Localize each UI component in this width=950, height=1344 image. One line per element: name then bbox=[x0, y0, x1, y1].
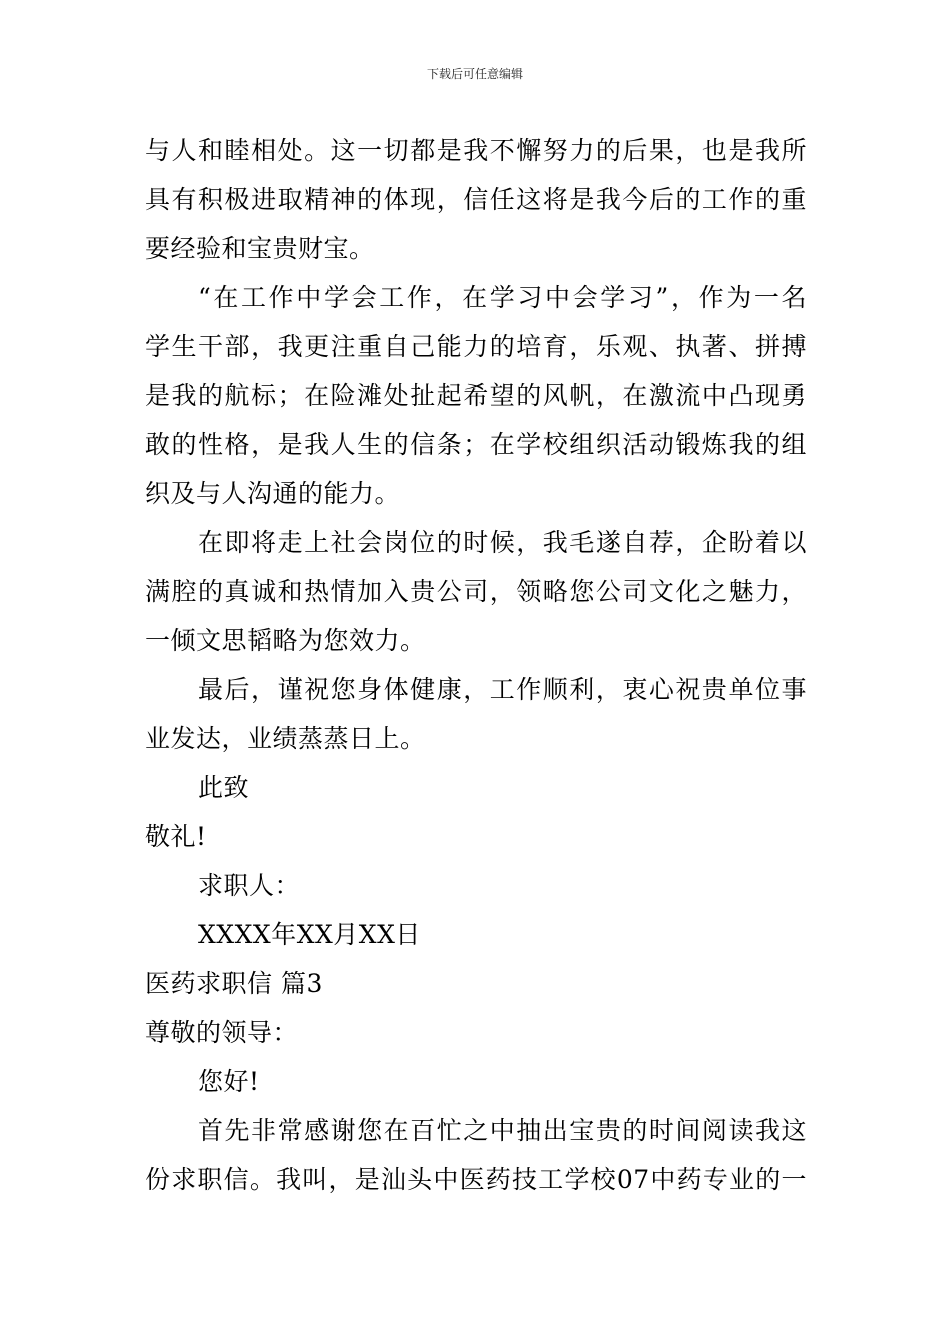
greeting-hello: 您好! bbox=[198, 1067, 260, 1096]
signature-label: 求职人： bbox=[198, 871, 301, 900]
paragraph-start-line: 在即将走上社会岗位的时候，我毛遂自荐，企盼着以 bbox=[198, 528, 807, 557]
greeting-line: 尊敬的领导： bbox=[145, 1018, 299, 1047]
paragraph-start-line: 首先非常感谢您在百忙之中抽出宝贵的时间阅读我这 bbox=[198, 1116, 807, 1145]
text-line: 份求职信。我叫，是汕头中医药技工学校07中药专业的一 bbox=[145, 1165, 807, 1194]
letter-body bbox=[145, 126, 807, 1204]
section-title: 医药求职信 篇3 bbox=[145, 969, 323, 998]
closing-regards: 敬礼! bbox=[145, 822, 207, 851]
text-line: 业发达，业绩蒸蒸日上。 bbox=[145, 724, 426, 753]
text-line: 与人和睦相处。这一切都是我不懈努力的后果，也是我所 bbox=[145, 136, 807, 165]
text-line: 具有积极进取精神的体现，信任这将是我今后的工作的重 bbox=[145, 185, 807, 214]
text-line: 满腔的真诚和热情加入贵公司，领略您公司文化之魅力， bbox=[145, 577, 807, 606]
text-line: 学生干部，我更注重自己能力的培育，乐观、执著、拼搏 bbox=[145, 332, 807, 361]
page-header-note: 下载后可任意编辑 bbox=[426, 67, 523, 81]
date-line: XXXX年XX月XX日 bbox=[198, 920, 421, 949]
text-line: 敢的性格，是我人生的信条；在学校组织活动锻炼我的组 bbox=[145, 430, 807, 459]
text-line: 织及与人沟通的能力。 bbox=[145, 479, 401, 508]
text-line: 一倾文思韬略为您效力。 bbox=[145, 626, 426, 655]
paragraph-start-line: “在工作中学会工作，在学习中会学习”，作为一名 bbox=[198, 283, 807, 312]
text-line: 是我的航标；在险滩处扯起希望的风帆，在激流中凸现勇 bbox=[145, 381, 807, 410]
paragraph-start-line: 最后，谨祝您身体健康，工作顺利，衷心祝贵单位事 bbox=[198, 675, 807, 704]
text-line: 要经验和宝贵财宝。 bbox=[145, 234, 375, 263]
closing-salutation: 此致 bbox=[198, 773, 250, 802]
